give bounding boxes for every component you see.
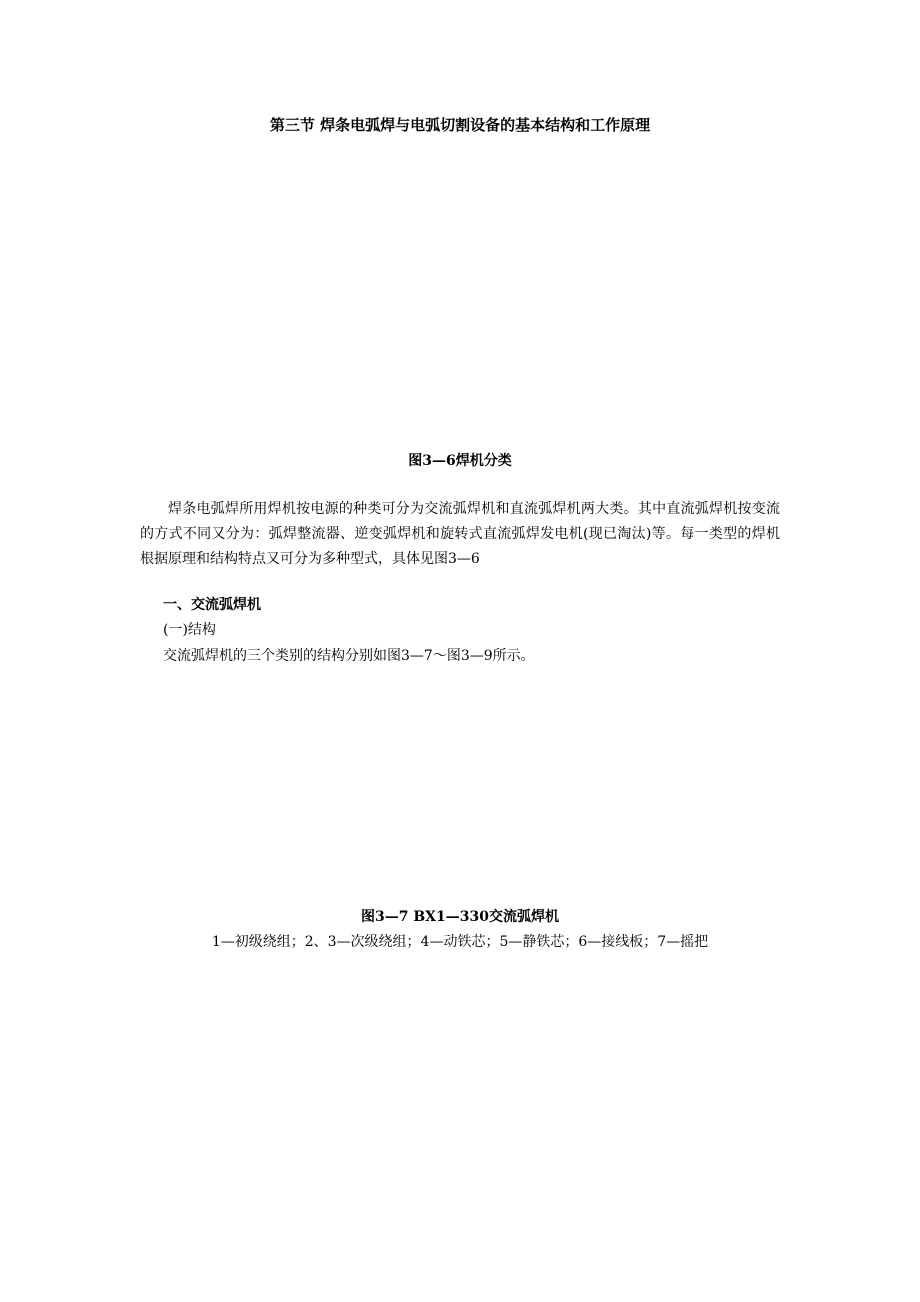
figure-3-7-caption: 图3—7 BX1—330交流弧焊机 xyxy=(360,909,560,925)
structure-paragraph: 交流弧焊机的三个类别的结构分别如图3—7～图3—9所示。 xyxy=(163,648,535,664)
section-title: 第三节 焊条电弧焊与电弧切割设备的基本结构和工作原理 xyxy=(269,116,651,134)
figure-3-6-caption: 图3—6焊机分类 xyxy=(408,453,512,469)
intro-paragraph: 焊条电弧焊所用焊机按电源的种类可分为交流弧焊机和直流弧焊机两大类。其中直流弧焊机按变流的方式不同又分为：弧焊整流器、逆变弧焊机和旋转式直流弧焊发电机(现已淘汰)等。每一类型的焊机根据原理和结构特点又可分为多种型式，具体见图3—6 xyxy=(140,501,780,567)
subsection-heading-structure: (一)结构 xyxy=(163,622,216,638)
figure-3-7-area xyxy=(140,690,780,890)
figure-3-7-legend: 1—初级绕组；2、3—次级绕组；4—动铁芯；5—静铁芯；6—接线板；7—摇把 xyxy=(211,934,709,950)
section-heading-ac-welder: 一、交流弧焊机 xyxy=(163,597,261,613)
figure-3-6-area xyxy=(140,160,780,430)
